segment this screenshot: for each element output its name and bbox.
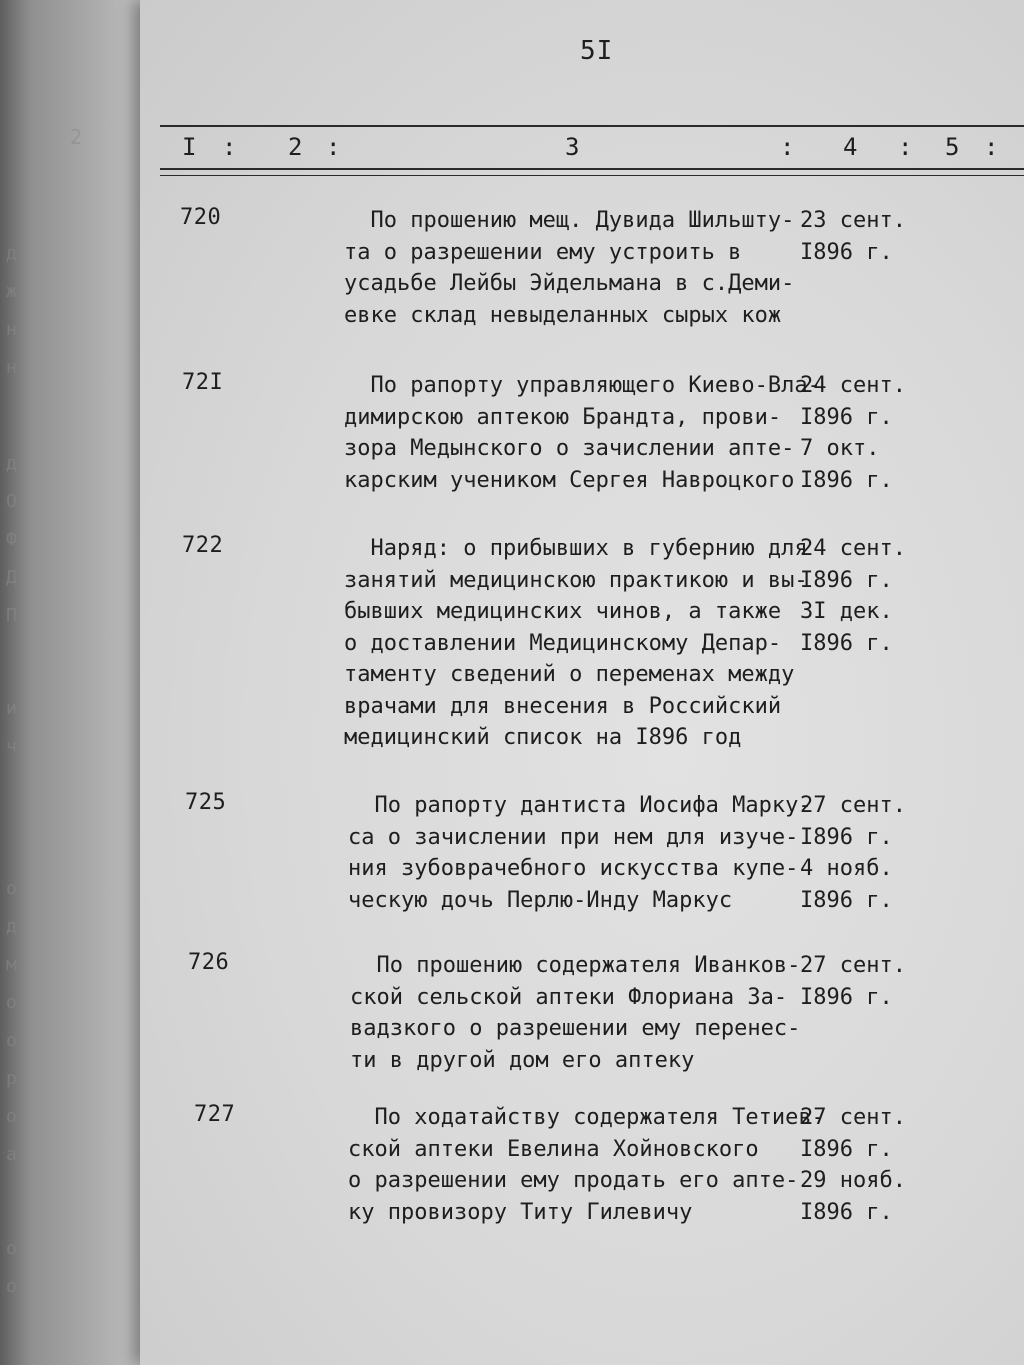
header-rule-bottom-thin xyxy=(160,175,1024,176)
entry-number: 726 xyxy=(188,950,230,975)
header-sep: : xyxy=(898,133,913,161)
header-rule-top xyxy=(160,125,1024,127)
header-col-4: 4 xyxy=(843,133,858,161)
header-col-2: 2 xyxy=(288,133,303,161)
entry-text: По прошению содержателя Иванков- ской сельской аптеки Флориана За- вадзкого о разрешении ему перенес- ти в другой дом его аптеку xyxy=(350,953,801,1073)
entry-dates: 23 сент. I896 г. xyxy=(800,208,906,265)
header-col-1: I xyxy=(182,133,197,161)
entry-dates: 27 сент. I896 г. 4 нояб. I896 г. xyxy=(800,793,906,913)
entry-number: 720 xyxy=(180,205,222,230)
header-sep: : xyxy=(780,133,795,161)
page-number: 5I xyxy=(580,36,614,66)
entry-dates: 24 сент. I896 г. 3I дек. I896 г. xyxy=(800,536,906,656)
bleed-through xyxy=(340,345,846,369)
ghost-column: о д м о о р о а xyxy=(6,878,17,1165)
entry-text: По ходатайству содержателя Тетиев- ской аптеки Евелина Хойновского о разрешении ему продать его апте- ку провизору Титу Гилевичу xyxy=(348,1105,825,1225)
entry-number: 725 xyxy=(185,790,227,815)
ghost-glyph: 2 xyxy=(70,125,83,149)
ghost-column: и ч xyxy=(6,698,17,757)
ghost-column: о о xyxy=(6,1238,17,1297)
entry-dates: 24 сент. I896 г. 7 окт. I896 г. xyxy=(800,373,906,493)
entry-text: По рапорту дантиста Иосифа Марку- са о зачислении при нем для изуче- ния зубоврачебного искусства купе- ческую дочь Перлю-Инду Маркус xyxy=(348,793,812,913)
ghost-glyph: : xyxy=(20,120,33,144)
document-page xyxy=(140,0,1024,1365)
entry-text: По прошению мещ. Дувида Шильшту- та о разрешении ему устроить в усадьбе Лейбы Эйдельмана в с.Деми- евке склад невыделанных сырых кож xyxy=(344,208,795,328)
header-sep: : xyxy=(222,133,237,161)
header-rule-bottom xyxy=(160,168,1024,170)
entry-dates: 27 сент. I896 г. xyxy=(800,953,906,1010)
entry-number: 727 xyxy=(194,1102,236,1127)
entry-text: По рапорту управляющего Киево-Вла- димирскою аптекою Брандта, прови- зора Медынского о зачислении апте- карским учеником Сергея Навроцкого xyxy=(344,373,821,493)
ghost-column: д ж н н xyxy=(6,243,17,378)
left-page-edge xyxy=(0,0,140,1365)
ghost-column: д О Ф Д П xyxy=(6,453,17,626)
entry-dates: 27 сент. I896 г. 29 нояб. I896 г. xyxy=(800,1105,906,1225)
header-col-3: 3 xyxy=(565,133,580,161)
header-sep: : xyxy=(984,133,999,161)
entry-number: 72I xyxy=(182,370,224,395)
header-col-5: 5 xyxy=(945,133,960,161)
entry-text: Наряд: о прибывших в губернию для занятий медицинскою практикою и вы- бывших медицинских чинов, а также о доставлении Медицинскому Депар- таменту сведений о переменах между врачами для внесения в Российский медицинский список на I896 год xyxy=(344,536,808,750)
header-sep: : xyxy=(326,133,341,161)
entry-number: 722 xyxy=(182,533,224,558)
